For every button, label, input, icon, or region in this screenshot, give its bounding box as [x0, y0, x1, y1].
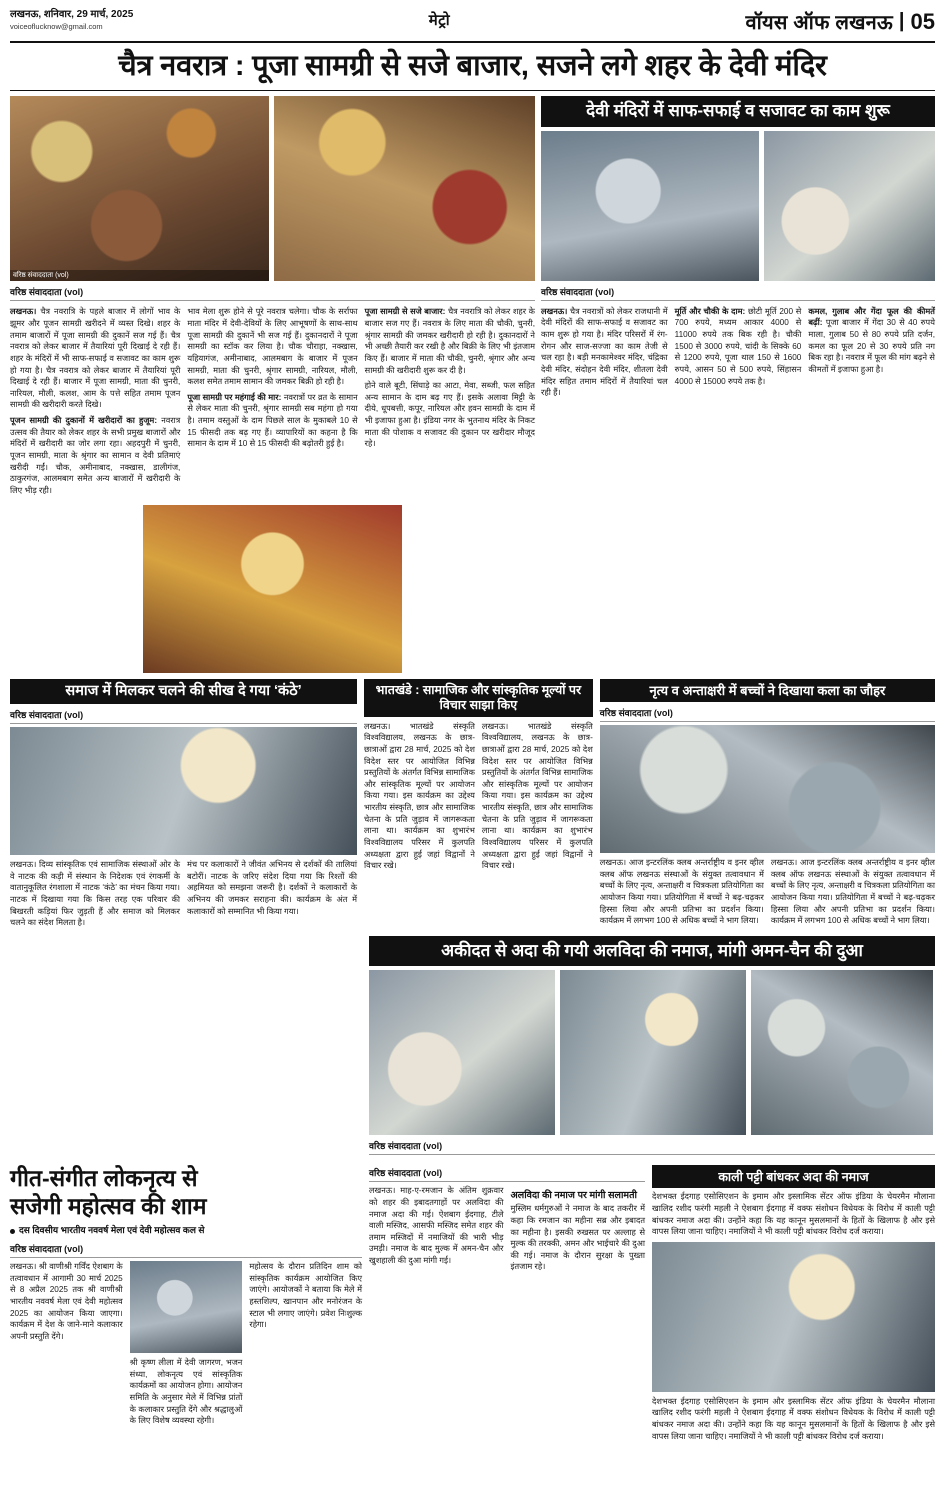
kanthe-story	[10, 679, 357, 929]
photo-temple-bells	[143, 505, 402, 673]
nritya-col-1: लखनऊ। आज इन्टरलिंक क्लब अन्तर्राष्ट्रीय व इनर व्हील क्लब ऑफ लखनऊ संस्थाओं के संयुक्त तत्वावधान में बच्चों के लिए नृत्य, अन्ताक्षरी व चित्रकला प्रतियोगिता का आयोजन किया गया। प्रतियोगिता में बच्चों ने बढ़-चढ़कर हिस्सा लिया और अपनी प्रतिभा का प्रदर्शन किया। कार्यक्रम में लगभग 100 से अधिक बच्चों ने भाग लिया।	[599, 858, 764, 926]
temple-photo-row	[541, 131, 935, 281]
temple-col-2	[675, 306, 802, 403]
lead-col-4-text: चैत्र नवरात्रि को लेकर शहर के बाजार सज गए हैं। नवरात्र के लिए माता की चौकी, चुनरी, श्रृंगार सामग्री की जमकर खरीदारी हो रही है। दुकानदारों ने भी अच्छी तैयारी कर रखी है और बिक्री के लिए भी इंतजाम किए हैं। बाजार में माता की चौकी, चुनरी, श्रृंगार और अन्य सामग्री की खरीदारी शुरू कर दी है।	[364, 307, 535, 375]
nritya-col-2: लखनऊ। आज इन्टरलिंक क्लब अन्तर्राष्ट्रीय व इनर व्हील क्लब ऑफ लखनऊ संस्थाओं के संयुक्त तत्वावधान में बच्चों के लिए नृत्य, अन्ताक्षरी व चित्रकला प्रतियोगिता का आयोजन किया गया। प्रतियोगिता में बच्चों ने बढ़-चढ़कर हिस्सा लिया और अपनी प्रतिभा का प्रदर्शन किया। कार्यक्रम में लगभग 100 से अधिक बच्चों ने भाग लिया।	[770, 858, 935, 926]
lead-col-4-extra: होने वाले बूटी, सिंघाड़े का आटा, मेवा, सब्जी, फल सहित अन्य सामान के दाम बढ़ गए हैं। इसके अलावा मिट्टी के दीये, धूपबत्ती, कपूर, नारियल और हवन सामग्री के दाम में भी इजाफा हुआ है। इंडिया नगर के भुतनाथ मंदिर के निकट माता की पोशाक व सजावट की दुकान पर खरीदार मौजूद रहे।	[364, 381, 535, 449]
mahotsav-col-2: श्री कृष्ण लीला में देवी जागरण, भजन संध्या, लोकनृत्य एवं सांस्कृतिक कार्यक्रमों का आयोजन होगा। आयोजन समिति के अनुसार मेले में विभिन्न प्रांतों के कलाकार प्रस्तुति देंगे और श्रद्धालुओं के लिए विशेष व्यवस्था रहेगी।	[129, 1358, 243, 1426]
bhatkhande-headline: भातखंडे : सामाजिक और सांस्कृतिक मूल्यों पर विचार साझा किए	[364, 679, 593, 717]
mahotsav-bullet-text: दस दिवसीय भारतीय नववर्ष मेला एवं देवी महोत्सव कल से	[19, 1225, 205, 1236]
page-number: 05	[910, 8, 935, 34]
lead-col-3-lead: पूजा सामग्री पर महंगाई की मार:	[187, 392, 282, 402]
lead-col-1-text: चैत्र नवरात्रि के पहले बाजार में लोगों भाव के झूमर और पूजन सामग्री खरीदने में व्यस्त दिखे। शहर के तमाम बाजारों में पूजा सामग्री की दुकानें सज गई हैं। चैत्र नवरात्र को लेकर बाजार में तैयारियां पूरी दिखाई दे रही हैं। शहर के मंदिरों में भी साफ-सफाई व सजावट का काम शुरू हो गया है। चैत्र नवरात्र को लेकर बाजार में तैयारियां पूरी दिखाई दे रही हैं। बाजार में पूजा सामग्री, माता की चुनरी, नारियल, मौली, कलश, आम के पत्ते सहित तमाम पूजन सामग्री की खरीदारी करते दिखे।	[10, 307, 181, 410]
mahotsav-bullet	[10, 1224, 362, 1237]
nritya-headline: नृत्य व अन्ताक्षरी में बच्चों ने दिखाया कला का जौहर	[600, 679, 935, 703]
mahotsav-col-3-wrap	[249, 1261, 362, 1427]
temple-col-2-text: छोटी मूर्ति 200 से 700 रुपये, मध्यम आकार 4000 से 11000 रुपये तक बिक रही है। चौकी 1500 से 3000 रुपये, चांदी के सिक्के 60 से 1200 रुपये, पूजा थाल 150 से 1600 रुपये, आसन 50 से 500 रुपये, सिंहासन 4000 से 15000 रुपये तक है।	[674, 306, 802, 386]
lead-col-2-text: नवरात्र उत्सव की तैयार को लेकर शहर के सभी प्रमुख बाजारों और मंदिरों में खरीदारी का जोर लगा रहा। अहदपुरी में चुनरी, पूजन सामग्री, माता के श्रृंगार का सामान व देवी प्रतिमाएं खरीदी गईं। चौक, अमीनाबाद, नक्खास, डालीगंज, ठाकुरगंज, आलमबाग समेत अन्य बाजारों में खरीदारी के लिए भीड़ रही।	[10, 416, 181, 495]
namaz-text-cols	[369, 1165, 935, 1442]
namaz-photo-row	[369, 970, 935, 1135]
kanthe-headline: समाज में मिलकर चलने की सीख दे गया ‘कंठे’	[10, 679, 357, 704]
kali-patti-story	[652, 1165, 935, 1442]
temple-col-1-lead: लखनऊ।	[541, 306, 568, 316]
mahotsav-story	[10, 1165, 362, 1442]
photo-namaz-crowd-2	[560, 970, 746, 1135]
mahotsav-headline-line1: गीत-संगीत लोकनृत्य से	[10, 1165, 198, 1192]
bhatkhande-col-2: लखनऊ। भातखंडे संस्कृति विश्वविद्यालय, लखनऊ के छात्र-छात्राओं द्वारा 28 मार्च, 2025 को देश विदेश स्तर पर आयोजित विभिन्न प्रस्तुतियों के अंतर्गत विभिन्न सामाजिक और सांस्कृतिक मूल्यों पर आयोजन किया गया। इस कार्यक्रम का उद्देश्य भारतीय संस्कृति, छात्र और सामाजिक चेतना के प्रति जुड़ाव में जागरूकता लाना था। कार्यक्रम का शुभारंभ विश्वविद्यालय परिसर में कुलपति अध्यक्षता द्वारा हुई जहां विद्वानों ने विचार रखे।	[481, 721, 593, 871]
masthead-left	[10, 8, 133, 32]
kali-patti-text: देशभक्त ईदगाह एसोसिएशन के इमाम और इस्लामिक सेंटर ऑफ इंडिया के चेयरमैन मौलाना खालिद रशीद फरंगी महली ने ऐशबाग ईदगाह में वक्फ संशोधन विधेयक के विरोध में काली पट्टी बांधकर नमाज अदा की। उन्होंने कहा कि यह कानून मुसलमानों के हितों के खिलाफ है और इसे वापस लिया जाना चाहिए। नमाजियों ने भी काली पट्टी बांधकर विरोध दर्ज कराया।	[652, 1192, 935, 1237]
namaz-text-section	[369, 1165, 935, 1442]
photo-namaz-crowd-3	[751, 970, 933, 1135]
bottom-section	[10, 1165, 935, 1442]
lead-col-3-text: नवरात्रों पर व्रत के सामान से लेकर माता की चुनरी, श्रृंगार सामग्री सब महंगा हो गया है। तमाम वस्तुओं के दाम पिछले साल के मुकाबले 10 से 15 फीसदी तक बढ़ गए हैं। व्यापारियों का कहना है कि सामान के दाम में 10 से 15 फीसदी की बढ़ोतरी हुई है।	[187, 392, 358, 449]
contact-email: voiceoflucknow@gmail.com	[10, 21, 103, 31]
lead-col-1	[10, 306, 180, 500]
headline-rule	[10, 90, 935, 91]
namaz-body	[10, 936, 935, 1158]
lead-col-3-body: भाव मेला शुरू होने से पूरे नवरात्र चलेगा। चौक के सर्राफा माता मंदिर में देवी-देवियों के लिए आभूषणों के साथ-साथ पूजा सामग्री की दुकानें भी सज गई हैं। दुकानदारों ने पूजा सामग्री का स्टॉक कर लिया है। चौक चौराहा, नक्खास, यहियागंज, अमीनाबाद, आलमबाग के बाजार में पूजन सामग्री, माता की चुनरी, श्रृंगार सामग्री, नारियल, मौली, कलश समेत तमाम सामान की जमकर बिक्री हो रही है।	[187, 307, 358, 387]
temple-story-section	[541, 96, 935, 672]
mahotsav-columns	[10, 1261, 362, 1427]
lead-byline: वरिष्ठ संवाददाता (vol)	[10, 284, 535, 301]
lead-col-2	[187, 306, 357, 500]
photo-temple-cleaning	[764, 131, 935, 281]
kali-patti-text-2: देशभक्त ईदगाह एसोसिएशन के इमाम और इस्लामिक सेंटर ऑफ इंडिया के चेयरमैन मौलाना खालिद रशीद फरंगी महली ने ऐशबाग ईदगाह में वक्फ संशोधन विधेयक के विरोध में काली पट्टी बांधकर नमाज अदा की। उन्होंने कहा कि यह कानून मुसलमानों के हितों के खिलाफ है और इसे वापस लिया जाना चाहिए। नमाजियों ने भी काली पट्टी बांधकर विरोध दर्ज कराया।	[652, 1396, 935, 1441]
photo-temple-idol	[541, 131, 759, 281]
lead-photo-row	[10, 96, 535, 281]
kali-patti-headline: काली पट्टी बांधकर अदा की नमाज	[652, 1165, 935, 1188]
temple-col-3	[808, 306, 935, 403]
masthead-separator: |	[898, 10, 905, 32]
nritya-story	[600, 679, 935, 929]
namaz-right	[369, 936, 935, 1158]
photo-market-shop-1	[10, 96, 269, 281]
lead-story-section	[10, 96, 935, 672]
namaz-left-spacer	[10, 936, 362, 1158]
mahotsav-byline: वरिष्ठ संवाददाता (vol)	[10, 1241, 362, 1258]
temple-col-3-lead: कमल, गुलाब और गेंदा फूल की कीमतें बढ़ीं:	[808, 306, 935, 328]
lead-col-4-lead: पूजा सामग्री से सजे बाजार:	[364, 307, 446, 317]
namaz-col-2: मुस्लिम धर्मगुरुओं ने नमाज के बाद तकरीर में कहा कि रमजान का महीना सब्र और इबादत का महीना है। इसकी रुखसत पर अल्लाह से मुल्क की तरक्की, अमन और भाईचारे की दुआ की गई। नमाज के दौरान सुरक्षा के पुख्ता इंतजाम रहे।	[510, 1204, 645, 1272]
nritya-byline: वरिष्ठ संवाददाता (vol)	[600, 705, 935, 722]
photo-mahotsav-group	[130, 1261, 243, 1353]
namaz-subhead: अलविदा की नमाज पर मांगी सलामती	[510, 1190, 637, 1202]
mid-section	[10, 679, 935, 929]
namaz-text-twocol	[369, 1185, 645, 1273]
temple-col-2-lead: मूर्ति और चौकी के दाम:	[674, 306, 746, 316]
masthead	[10, 6, 935, 39]
namaz-headline: अकीदत से अदा की गयी अलविदा की नमाज, मांगी अमन-चैन की दुआ	[369, 936, 935, 966]
page-title: चैत्र नवरात्र : पूजा सामग्री से सजे बाजार, सजने लगे शहर के देवी मंदिर	[118, 50, 827, 82]
mahotsav-col-3: महोत्सव के दौरान प्रतिदिन शाम को सांस्कृतिक कार्यक्रम आयोजित किए जाएंगे। आयोजकों ने बताया कि मेले में हस्तशिल्प, खानपान और मनोरंजन के स्टाल भी लगाए जाएंगे। प्रवेश निःशुल्क रहेगा।	[249, 1262, 363, 1330]
lead-text-block-1	[10, 306, 535, 500]
namaz-col-2-wrap	[511, 1185, 646, 1273]
photo-drama-stage	[10, 727, 357, 855]
namaz-byline: वरिष्ठ संवाददाता (vol)	[369, 1138, 935, 1155]
namaz-text-byline: वरिष्ठ संवाददाता (vol)	[369, 1165, 645, 1182]
masthead-right	[746, 8, 935, 35]
temple-story-headline: देवी मंदिरों में साफ-सफाई व सजावट का काम शुरू	[541, 96, 935, 126]
temple-byline: वरिष्ठ संवाददाता (vol)	[541, 284, 935, 301]
namaz-text-left	[369, 1165, 645, 1442]
photo-caption: वरिष्ठ संवाददाता (vol)	[10, 270, 269, 281]
lead-col-1-lead: लखनऊ।	[10, 307, 37, 317]
namaz-section	[10, 936, 935, 1158]
bullet-dot-icon	[10, 1229, 15, 1234]
photo-market-shop-2	[274, 96, 535, 281]
nritya-text	[600, 857, 935, 927]
bhatkhande-text	[364, 721, 593, 872]
mahotsav-col-1: लखनऊ। श्री वाणीश्री गर्विंद ऐशबाग के तत्वावधान में आगामी 30 मार्च 2025 से 8 अप्रैल 2025 तक श्री वाणीश्री भारतीय नववर्ष मेला एवं देवी महोत्सव 2025 का आयोजन किया जाएगा। कार्यक्रम में देश के जाने-माने कलाकार अपनी प्रस्तुति देंगे।	[10, 1262, 123, 1341]
temple-col-1-text: चैत्र नवरात्रों को लेकर राजधानी में देवी मंदिरों की साफ-सफाई व सजावट का काम शुरू हो गया है। मंदिर परिसरों में रंग-रोगन और साज-सज्जा का काम तेजी से चल रहा है। बड़ी मनकामेश्वर मंदिर, चंद्रिका देवी मंदिर, संदोहन देवी मंदिर, शीतला देवी मंदिर सहित तमाम मंदिरों में तैयारियां चल रही हैं।	[541, 306, 668, 398]
publication-date: लखनऊ, शनिवार, 29 मार्च, 2025	[10, 9, 134, 20]
bhatkhande-story	[364, 679, 593, 929]
temple-text-block	[541, 306, 935, 403]
photo-namaz-row	[652, 1242, 935, 1392]
bhatkhande-col-1: लखनऊ। भातखंडे संस्कृति विश्वविद्यालय, लखनऊ के छात्र-छात्राओं द्वारा 28 मार्च, 2025 को देश विदेश स्तर पर आयोजित विभिन्न प्रस्तुतियों के अंतर्गत विभिन्न सामाजिक और सांस्कृतिक मूल्यों पर आयोजन किया गया। इस कार्यक्रम का उद्देश्य भारतीय संस्कृति, छात्र और सामाजिक चेतना के प्रति जुड़ाव में जागरूकता लाना था। कार्यक्रम का शुभारंभ विश्वविद्यालय परिसर में कुलपति अध्यक्षता द्वारा हुई जहां विद्वानों ने विचार रखे।	[364, 721, 475, 871]
mahotsav-col-1-wrap	[10, 1261, 123, 1427]
lead-col-3	[365, 306, 535, 500]
mahotsav-col-2-wrap	[130, 1261, 243, 1427]
kanthe-col-1: लखनऊ। दिव्य सांस्कृतिक एवं सामाजिक संस्थाओं ओर के वे नाटक की कड़ी में संस्थान के निदेशक एवं रंगकर्मी के वातानुकूलित रंगशाला में नाटक ‘कंठे’ का मंचन किया गया। नाटक में दिखाया गया कि किस तरह एक परिवार की बिखरती कड़ियां फिर जुड़ती हैं और समाज को मिलकर चलने का संदेश मिलता है।	[10, 859, 181, 928]
photo-children-dance	[600, 725, 935, 853]
section-label: मेट्रो	[428, 12, 451, 29]
kanthe-col-2: मंच पर कलाकारों ने जीवंत अभिनय से दर्शकों की तालियां बटोरीं। नाटक के जरिए संदेश दिया गया कि रिश्तों की अहमियत को समझना जरूरी है। दर्शकों ने कलाकारों के अभिनय की जमकर सराहना की। कार्यक्रम के अंत में कलाकारों को सम्मानित भी किया गया।	[187, 859, 358, 916]
publication-title: वॉयस ऑफ लखनऊ	[745, 12, 893, 34]
temple-col-3-text: पूजा बाजार में गेंदा 30 से 40 रुपये माला, गुलाब 50 से 80 रुपये प्रति दर्जन, कमल का फूल 20 से 30 रुपये प्रति नग बिक रहा है। नवरात्र में फूल की मांग बढ़ने से कीमतों में इजाफा हुआ है।	[808, 318, 935, 374]
kanthe-text	[10, 859, 357, 929]
lead-story-left	[10, 96, 535, 672]
kanthe-byline: वरिष्ठ संवाददाता (vol)	[10, 707, 357, 724]
namaz-col-1: लखनऊ। माह-ए-रमजान के अंतिम शुक्रवार को शहर की इबादतगाहों पर अलविदा की नमाज अदा की गई। ऐशबाग ईदगाह, टीले वाली मस्जिद, आसफी मस्जिद समेत शहर की तमाम मस्जिदों में नमाजियों की भारी भीड़ उमड़ी। नमाज के बाद मुल्क में अमन-चैन और खुशहाली की दुआ मांगी गई।	[369, 1186, 504, 1266]
lead-col-2-lead: पूजन सामग्री की दुकानों में खरीदारों का हुजूम:	[10, 416, 158, 426]
mahotsav-headline-line2: सजेगी महोत्सव की शाम	[10, 1192, 207, 1219]
photo-namaz-crowd-1	[369, 970, 555, 1135]
temple-col-1	[541, 306, 668, 403]
